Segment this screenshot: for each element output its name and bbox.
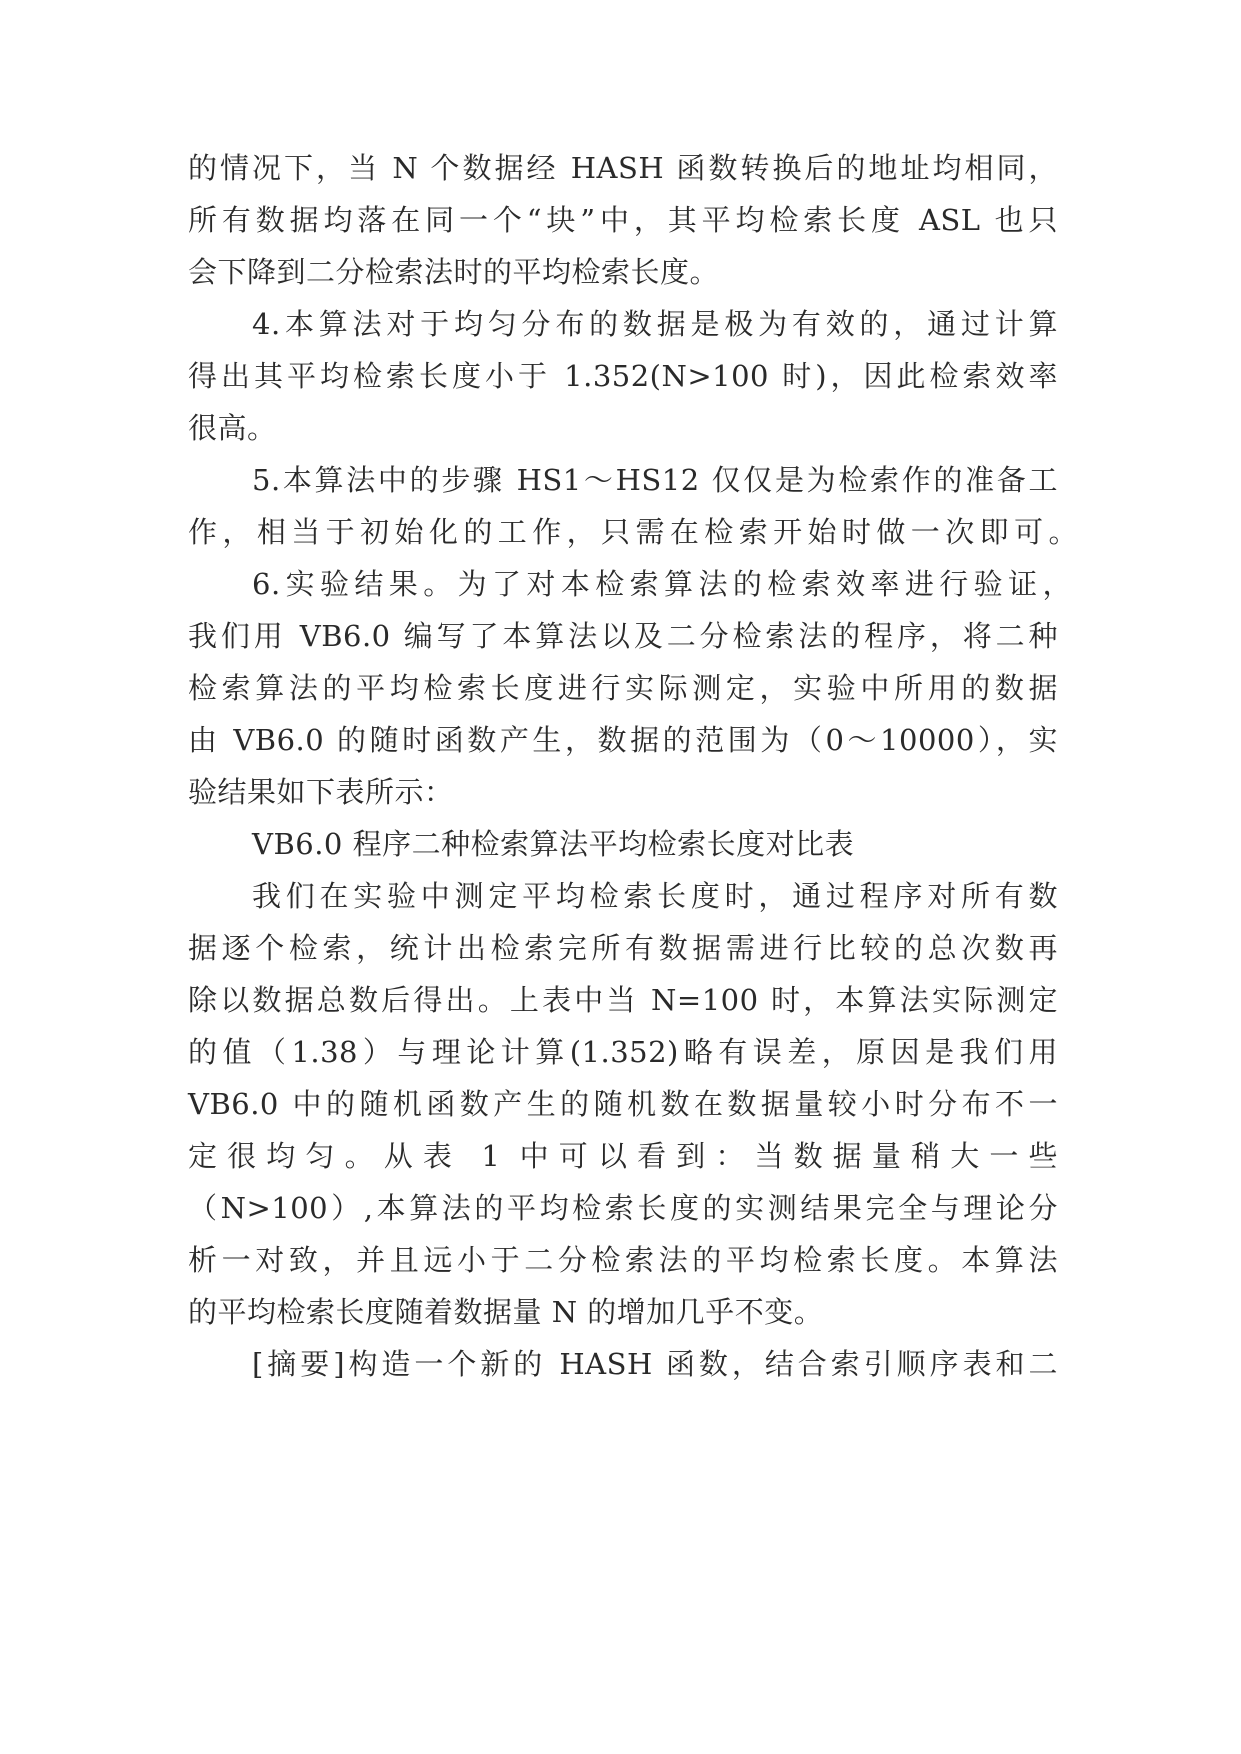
text-line: 的平均检索长度随着数据量 N 的增加几乎不变。	[188, 1295, 824, 1329]
text-line: 的情况下，当 N 个数据经 HASH 函数转换后的地址均相同，	[188, 151, 1058, 185]
text-line: 6.实验结果。为了对本检索算法的检索效率进行验证，	[252, 567, 1072, 601]
text-line: （N>100）,本算法的平均检索长度的实测结果完全与理论分	[188, 1191, 1058, 1225]
text-line: 作，相当于初始化的工作，只需在检索开始时做一次即可。	[188, 515, 1078, 549]
text-line: 据逐个检索，统计出检索完所有数据需进行比较的总次数再	[188, 931, 1058, 965]
text-line: VB6.0 中的随机函数产生的随机数在数据量较小时分布不一	[188, 1087, 1058, 1121]
text-line: 我们在实验中测定平均检索长度时，通过程序对所有数	[252, 879, 1058, 913]
text-line: 检索算法的平均检索长度进行实际测定，实验中所用的数据	[188, 671, 1058, 705]
text-line: 验结果如下表所示：	[188, 775, 454, 809]
text-line: 定很均匀。从表 1 中可以看到：当数据量稍大一些	[188, 1139, 1058, 1173]
text-line: [摘要]构造一个新的 HASH 函数，结合索引顺序表和二	[252, 1347, 1058, 1381]
text-line: 会下降到二分检索法时的平均检索长度。	[188, 255, 720, 289]
text-line: 所有数据均落在同一个“块”中，其平均检索长度 ASL 也只	[188, 203, 1059, 237]
table-caption: VB6.0 程序二种检索算法平均检索长度对比表	[252, 827, 855, 861]
text-line: 由 VB6.0 的随时函数产生，数据的范围为（0～10000），实	[188, 723, 1058, 757]
text-line: 得出其平均检索长度小于 1.352(N>100 时)，因此检索效率	[188, 359, 1058, 393]
text-line: 除以数据总数后得出。上表中当 N=100 时，本算法实际测定	[188, 983, 1058, 1017]
text-line: 很高。	[188, 411, 277, 445]
text-line: 的值（1.38）与理论计算(1.352)略有误差，原因是我们用	[188, 1035, 1058, 1069]
text-line: 析一对致，并且远小于二分检索法的平均检索长度。本算法	[188, 1243, 1058, 1277]
text-line: 4.本算法对于均匀分布的数据是极为有效的，通过计算	[252, 307, 1058, 341]
text-line: 我们用 VB6.0 编写了本算法以及二分检索法的程序，将二种	[188, 619, 1058, 653]
text-line: 5.本算法中的步骤 HS1～HS12 仅仅是为检索作的准备工	[252, 463, 1058, 497]
